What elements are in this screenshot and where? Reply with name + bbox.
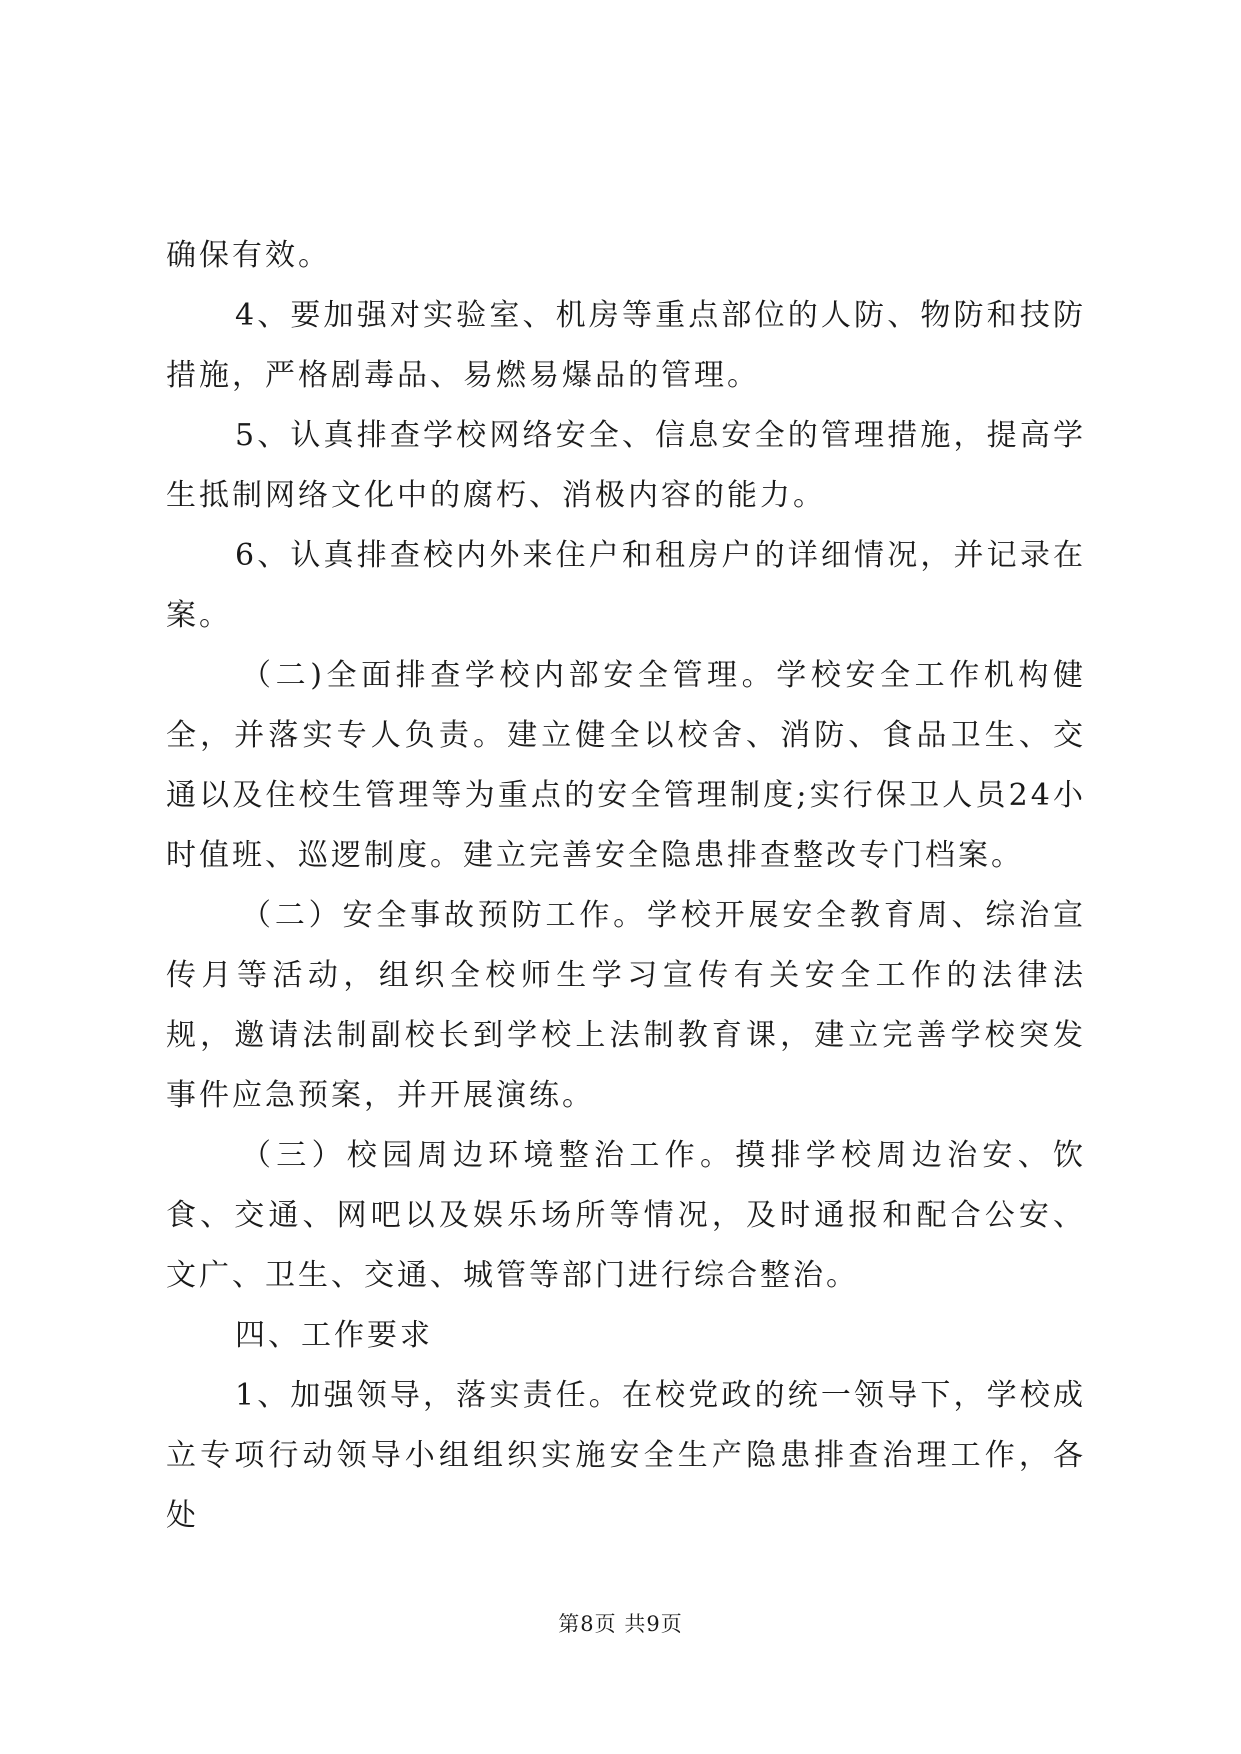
paragraph-section-campus-environment: （三）校园周边环境整治工作。摸排学校周边治安、饮食、交通、网吧以及娱乐场所等情况，及时通报和配合公安、文广、卫生、交通、城管等部门进行综合整治。 bbox=[166, 1138, 1086, 1293]
paragraph-continuation: 确保有效。 bbox=[166, 238, 331, 273]
document-body bbox=[166, 226, 1086, 1546]
paragraph-item-6: 6、认真排查校内外来住户和租房户的详细情况，并记录在案。 bbox=[166, 538, 1086, 633]
paragraph-requirement-1: 1、加强领导，落实责任。在校党政的统一领导下，学校成立专项行动领导小组组织实施安全生产隐患排查治理工作，各处 bbox=[166, 1378, 1086, 1533]
section-heading-work-requirements: 四、工作要求 bbox=[235, 1318, 433, 1353]
paragraph-section-accident-prevention: （二）安全事故预防工作。学校开展安全教育周、综治宣传月等活动，组织全校师生学习宣传有关安全工作的法律法规，邀请法制副校长到学校上法制教育课，建立完善学校突发事件应急预案，并开展演练。 bbox=[166, 898, 1086, 1113]
paragraph-item-5: 5、认真排查学校网络安全、信息安全的管理措施，提高学生抵制网络文化中的腐朽、消极内容的能力。 bbox=[166, 418, 1086, 513]
paragraph-section-internal-safety: （二)全面排查学校内部安全管理。学校安全工作机构健全，并落实专人负责。建立健全以校舍、消防、食品卫生、交通以及住校生管理等为重点的安全管理制度;实行保卫人员24小时值班、巡逻制度。建立完善安全隐患排查整改专门档案。 bbox=[166, 658, 1086, 873]
page-number-footer: 第8页 共9页 bbox=[558, 1612, 683, 1636]
paragraph-item-4: 4、要加强对实验室、机房等重点部位的人防、物防和技防措施，严格剧毒品、易燃易爆品的管理。 bbox=[166, 298, 1086, 393]
